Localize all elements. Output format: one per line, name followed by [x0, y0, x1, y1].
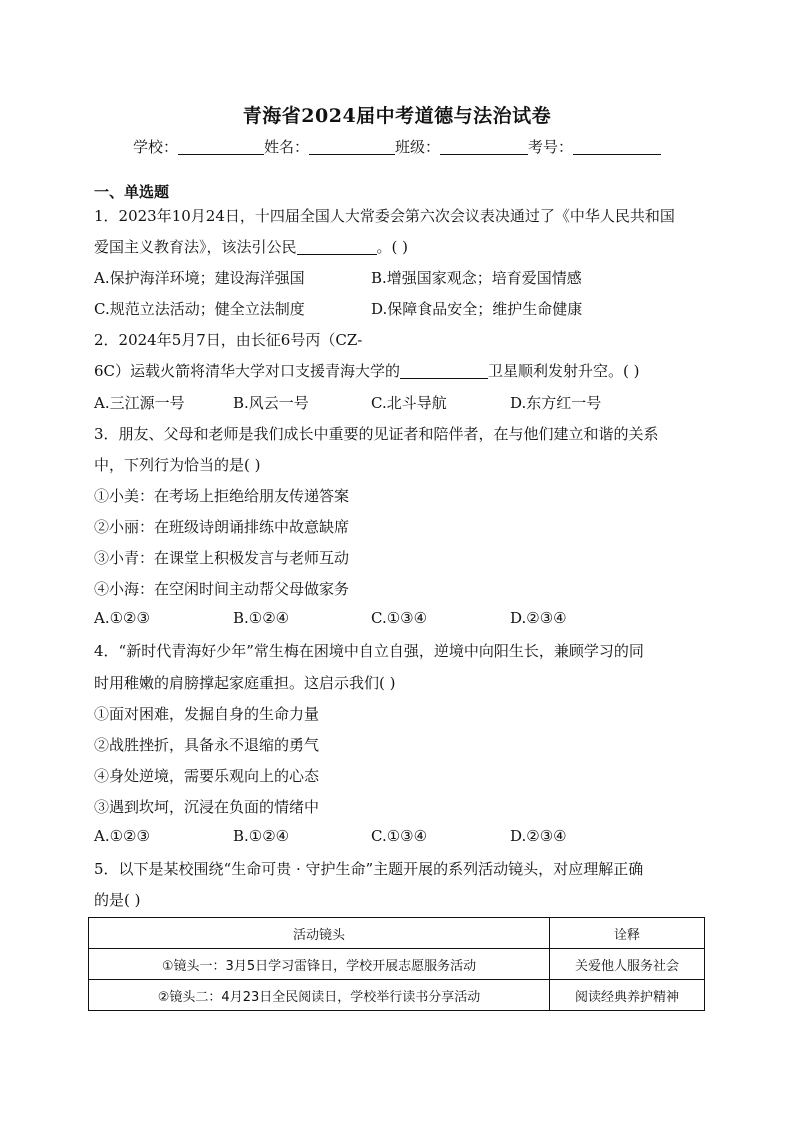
table-cell-interpretation: 关爱他人服务社会: [550, 949, 705, 980]
number-blank[interactable]: [573, 140, 661, 155]
q2-option-b[interactable]: B.风云一号: [233, 394, 309, 412]
q3-statement-3: ③小青：在课堂上积极发言与老师互动: [94, 549, 350, 567]
q4-option-b[interactable]: B.①②④: [233, 827, 290, 845]
q3-stem-line1: 3．朋友、父母和老师是我们成长中重要的见证者和陪伴者，在与他们建立和谐的关系: [94, 425, 659, 443]
q4-option-a[interactable]: A.①②③: [94, 827, 150, 845]
q1-stem-line1: 1．2023年10月24日，十四届全国人大常委会第六次会议表决通过了《中华人民共和国: [94, 207, 675, 225]
exam-title: 青海省2024届中考道德与法治试卷: [242, 105, 552, 127]
q5-stem-line1: 5．以下是某校围绕“生命可贵 · 守护生命”主题开展的系列活动镜头，对应理解正确: [94, 860, 644, 878]
table-cell-shot: ②镜头二：4月23日全民阅读日，学校举行读书分享活动: [89, 980, 550, 1011]
q2-option-d[interactable]: D.东方红一号: [510, 394, 602, 412]
q4-stem-line2: 时用稚嫩的肩膀撑起家庭重担。这启示我们( ): [94, 674, 396, 692]
q5-stem-line2: 的是( ): [94, 891, 141, 909]
school-blank[interactable]: [178, 140, 264, 155]
q2-stem-text: 6C）运载火箭将清华大学对口支援青海大学的: [94, 362, 401, 380]
q2-stem-line1: 2．2024年5月7日，由长征6号丙（CZ-: [94, 331, 363, 349]
q4-statement-3: ④身处逆境，需要乐观向上的心态: [94, 767, 320, 785]
q3-option-d[interactable]: D.②③④: [510, 609, 567, 627]
q2-stem-end: 卫星顺利发射升空。( ): [488, 362, 640, 380]
q3-option-b[interactable]: B.①②④: [233, 609, 290, 627]
q2-answer-blank: [400, 364, 488, 379]
table-cell-shot: ①镜头一：3月5日学习雷锋日，学校开展志愿服务活动: [89, 949, 550, 980]
table-header-interpretation: 诠释: [550, 918, 705, 949]
q2-option-c[interactable]: C.北斗导航: [371, 394, 447, 412]
table-cell-interpretation: 阅读经典养护精神: [550, 980, 705, 1011]
name-blank[interactable]: [309, 140, 395, 155]
q1-option-c[interactable]: C.规范立法活动；健全立法制度: [94, 300, 305, 318]
q1-stem-text: 爱国主义教育法》，该法引公民: [94, 238, 297, 256]
school-label: 学校：: [132, 138, 178, 156]
q2-option-a[interactable]: A.三江源一号: [94, 394, 185, 412]
q3-option-a[interactable]: A.①②③: [94, 609, 150, 627]
table-header-shot: 活动镜头: [89, 918, 550, 949]
q3-statement-2: ②小丽：在班级诗朗诵排练中故意缺席: [94, 518, 350, 536]
activity-table: [88, 917, 705, 1011]
q3-statement-1: ①小美：在考场上拒绝给朋友传递答案: [94, 487, 350, 505]
name-label: 姓名：: [263, 138, 309, 156]
table-row: [89, 949, 705, 980]
q1-answer-blank: [297, 240, 377, 255]
q1-stem-line2: [94, 236, 408, 257]
q2-stem-line2: [94, 360, 640, 381]
class-label: 班级：: [395, 138, 441, 156]
q3-option-c[interactable]: C.①③④: [371, 609, 428, 627]
class-blank[interactable]: [440, 140, 528, 155]
table-header-row: [89, 918, 705, 949]
q4-statement-4: ③遇到坎坷，沉浸在负面的情绪中: [94, 798, 320, 816]
section-title: 一、单选题: [94, 183, 170, 201]
q4-option-d[interactable]: D.②③④: [510, 827, 567, 845]
q4-statement-1: ①面对困难，发掘自身的生命力量: [94, 705, 320, 723]
table-row: [89, 980, 705, 1011]
q1-option-a[interactable]: A.保护海洋环境；建设海洋强国: [94, 269, 305, 287]
q3-statement-4: ④小海：在空闲时间主动帮父母做家务: [94, 580, 350, 598]
q3-stem-line2: 中，下列行为恰当的是( ): [94, 456, 261, 474]
q4-statement-2: ②战胜挫折，具备永不退缩的勇气: [94, 736, 320, 754]
q1-stem-end: 。( ): [376, 238, 408, 256]
q4-stem-line1: 4．“新时代青海好少年”常生梅在困境中自立自强，逆境中向阳生长，兼顾学习的同: [94, 642, 644, 660]
q4-option-c[interactable]: C.①③④: [371, 827, 428, 845]
student-info-line: [0, 136, 794, 157]
number-label: 考号：: [528, 138, 574, 156]
q1-option-d[interactable]: D.保障食品安全；维护生命健康: [371, 300, 583, 318]
q1-option-b[interactable]: B.增强国家观念；培育爱国情感: [371, 269, 582, 287]
